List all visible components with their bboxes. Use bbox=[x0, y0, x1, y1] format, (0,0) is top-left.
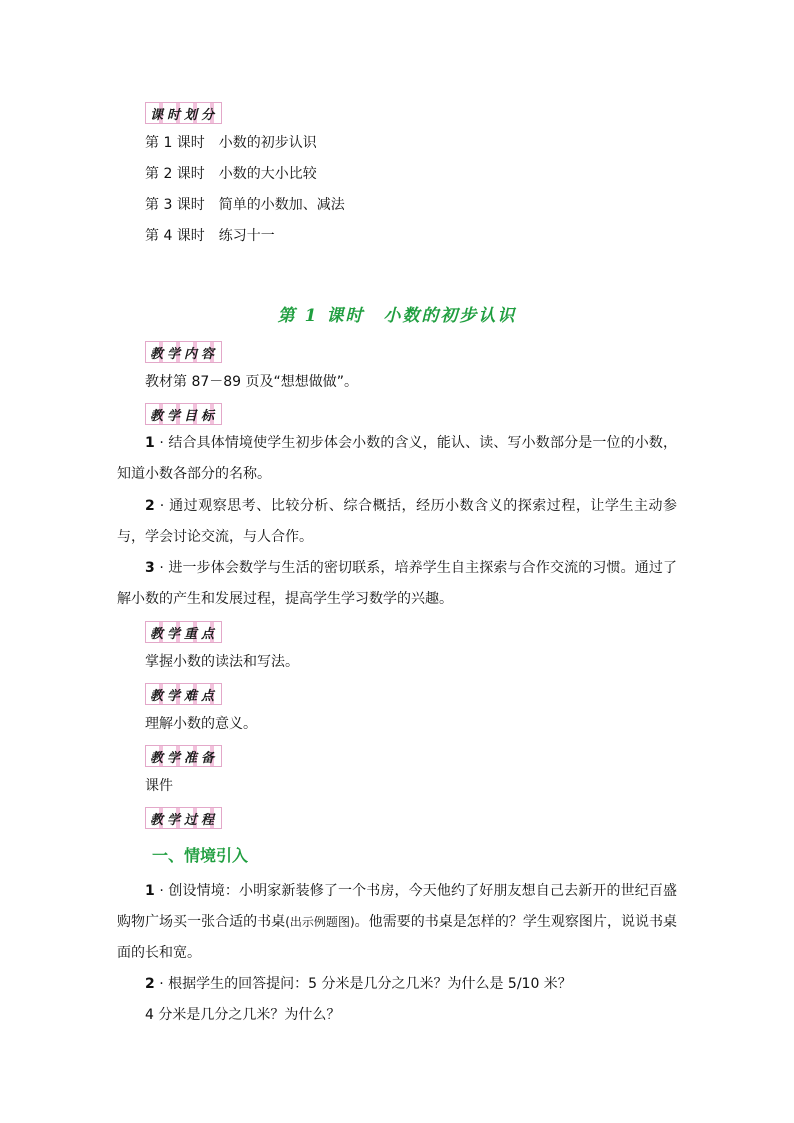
preparation-tag: 教学准备 bbox=[145, 745, 222, 767]
goal-3-number: 3 bbox=[145, 560, 155, 576]
goal-2-number: 2 bbox=[145, 498, 155, 514]
lesson-title: 第 1 课时 小数的初步认识 bbox=[277, 306, 517, 326]
goal-3-text: 进一步体会数学与生活的密切联系，培养学生自主探索与合作交流的习惯。通过了解小数的产生和发展过程，提高学生学习数学的兴趣。 bbox=[117, 560, 677, 607]
process-paragraph-3: 4 分米是几分之几米？为什么？ bbox=[145, 1007, 341, 1023]
schedule-item-4: 第 4 课时 练习十一 bbox=[145, 228, 275, 244]
goal-1-text: 结合具体情境使学生初步体会小数的含义，能认、读、写小数部分是一位的小数，知道小数各部分的名称。 bbox=[117, 435, 677, 482]
process-2-number: 2 bbox=[145, 976, 155, 992]
content-tag: 教学内容 bbox=[145, 341, 222, 363]
key-point-tag: 教学重点 bbox=[145, 621, 222, 643]
preparation-text: 课件 bbox=[145, 778, 173, 794]
goals-tag: 教学目标 bbox=[145, 403, 222, 425]
section-title: 一、情境引入 bbox=[152, 846, 249, 865]
difficulty-tag: 教学难点 bbox=[145, 683, 222, 705]
process-1-text-a: 创设情境：小明家新装修了一个书房，今天他约了好朋友想自己去新开的世纪百盛购物广场买一张合适的书桌 bbox=[117, 883, 677, 930]
goal-2: 2 · 通过观察思考、比较分析、综合概括，经历小数含义的探索过程，让学生主动参与，学会讨论交流，与人合作。 bbox=[117, 498, 677, 545]
process-paragraph-1: 1 · 创设情境：小明家新装修了一个书房，今天他约了好朋友想自己去新开的世纪百盛购物广场买一张合适的书桌(出示例题图)。他需要的书桌是怎样的？学生观察图片，说说书桌面的长和宽。 bbox=[117, 883, 678, 961]
schedule-item-1: 第 1 课时 小数的初步认识 bbox=[145, 135, 317, 151]
process-tag: 教学过程 bbox=[145, 807, 222, 829]
process-2-text: 根据学生的回答提问：5 分米是几分之几米？为什么是 5/10 米？ bbox=[168, 976, 572, 992]
goal-1-number: 1 bbox=[145, 435, 155, 451]
difficulty-text: 理解小数的意义。 bbox=[145, 716, 257, 732]
process-paragraph-2: 2 · 根据学生的回答提问：5 分米是几分之几米？为什么是 5/10 米？ bbox=[145, 976, 572, 992]
goal-1: 1 · 结合具体情境使学生初步体会小数的含义，能认、读、写小数部分是一位的小数，知道小数各部分的名称。 bbox=[117, 435, 677, 482]
process-1-note: (出示例题图) bbox=[285, 915, 355, 929]
schedule-tag: 课时划分 bbox=[145, 102, 222, 124]
goal-3: 3 · 进一步体会数学与生活的密切联系，培养学生自主探索与合作交流的习惯。通过了解小数的产生和发展过程，提高学生学习数学的兴趣。 bbox=[117, 560, 677, 607]
content-text: 教材第 87－89 页及“想想做做”。 bbox=[145, 374, 359, 390]
key-point-text: 掌握小数的读法和写法。 bbox=[145, 654, 299, 670]
process-1-text-b: 。他需要的书桌是怎样的？学生观察图片，说说书桌面的长和宽。 bbox=[117, 914, 678, 961]
process-1-number: 1 bbox=[145, 883, 155, 899]
schedule-item-3: 第 3 课时 简单的小数加、减法 bbox=[145, 197, 345, 213]
schedule-item-2: 第 2 课时 小数的大小比较 bbox=[145, 166, 317, 182]
goal-2-text: 通过观察思考、比较分析、综合概括，经历小数含义的探索过程，让学生主动参与，学会讨论交流，与人合作。 bbox=[117, 498, 677, 545]
